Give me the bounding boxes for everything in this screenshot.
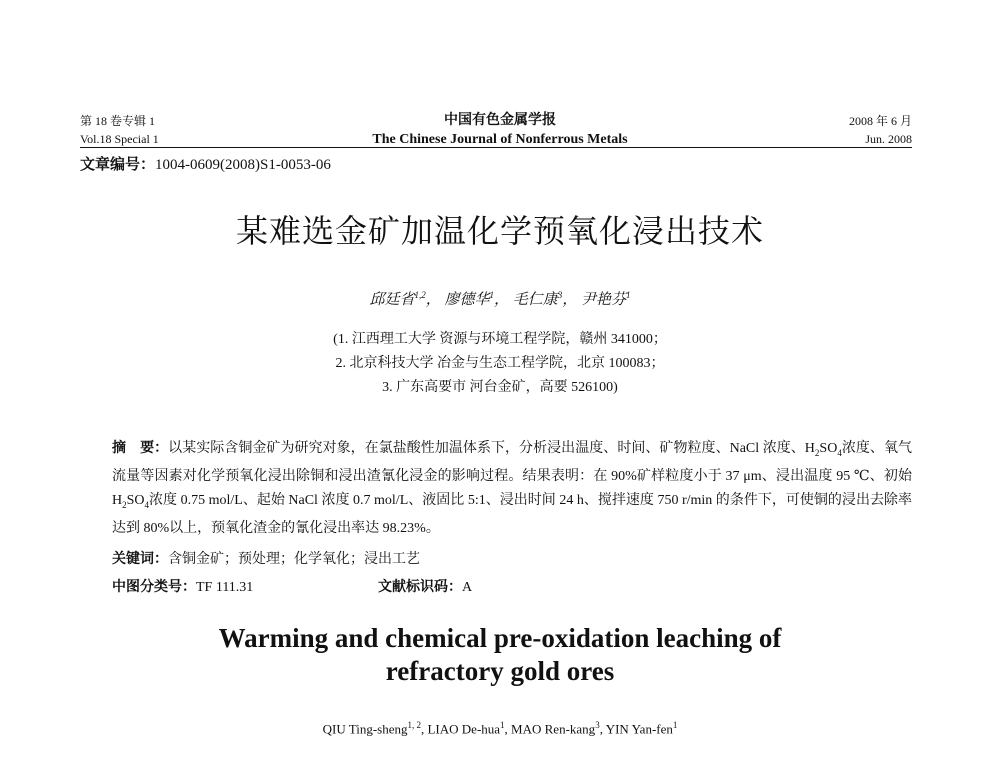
volume-cn: 第 18 卷专辑 1 bbox=[80, 114, 156, 128]
title-cn: 某难选金矿加温化学预氧化浸出技术 bbox=[235, 212, 764, 250]
keywords-label: 关键词： bbox=[112, 551, 168, 567]
subscript: 2 bbox=[122, 499, 127, 510]
classification-label: 中图分类号： bbox=[112, 579, 196, 595]
date-en: Jun. 2008 bbox=[865, 132, 912, 146]
abstract-text: SO bbox=[126, 492, 145, 508]
author-aff: 1,2 bbox=[414, 290, 426, 300]
author-aff: 3 bbox=[595, 720, 600, 730]
author-en: MAO Ren-kang bbox=[511, 721, 596, 737]
author-en: QIU Ting-sheng bbox=[322, 721, 408, 737]
author-aff: 1 bbox=[500, 720, 505, 730]
title-en-line1: Warming and chemical pre-oxidation leaching of bbox=[218, 623, 782, 653]
authors-en bbox=[0, 720, 1000, 737]
document-code-value: A bbox=[462, 580, 473, 595]
classification bbox=[112, 576, 253, 596]
author-cn: 廖德华 bbox=[444, 292, 490, 308]
affiliations bbox=[0, 328, 1000, 400]
subscript: 4 bbox=[144, 499, 150, 510]
author-cn: 尹艳芬 bbox=[581, 292, 627, 308]
document-code bbox=[378, 576, 472, 596]
author-en: LIAO De-hua bbox=[427, 721, 501, 737]
author-aff: 1 bbox=[489, 290, 494, 300]
journal-name-en: The Chinese Journal of Nonferrous Metals bbox=[372, 132, 628, 147]
abstract-text: 浓度、氧气流量等因素对化学预氧化浸出除铜和浸出渣氰化浸金的影响过程。结果表明：在 90%矿样粒度小于 37 μm、浸出温度 95 ℃、初始 H bbox=[112, 441, 913, 508]
title-en bbox=[0, 622, 1000, 688]
journal-date bbox=[849, 112, 912, 148]
keywords-value: 含铜金矿；预处理；化学氧化；浸出工艺 bbox=[168, 552, 420, 567]
affiliation-1: (1. 江西理工大学 资源与环境工程学院，赣州 341000； bbox=[333, 332, 667, 347]
author-aff: 1 bbox=[672, 720, 678, 730]
affiliation-2: 2. 北京科技大学 冶金与生态工程学院，北京 100083； bbox=[335, 356, 665, 371]
author-cn: 邱廷省 bbox=[369, 292, 415, 308]
affiliation-3: 3. 广东高要市 河台金矿，高要 526100) bbox=[382, 380, 618, 395]
subscript: 2 bbox=[814, 447, 820, 458]
abstract-text: 以某实际含铜金矿为研究对象，在氯盐酸性加温体系下，分析浸出温度、时间、矿物粒度、NaCl 浓度、H bbox=[168, 441, 815, 456]
article-number bbox=[80, 153, 331, 174]
abstract bbox=[112, 436, 912, 541]
title-en-line2: refractory gold ores bbox=[385, 656, 615, 686]
author-en: YIN Yan-fen bbox=[605, 721, 673, 737]
keywords bbox=[112, 548, 420, 568]
authors-cn: 邱廷省$^{1,2}$， 廖德华$^1$， 毛仁康$^3$， 尹艳芬$^1$ bbox=[369, 290, 631, 308]
date-cn: 2008 年 6 月 bbox=[848, 114, 912, 128]
journal-volume bbox=[80, 112, 159, 148]
abstract-label: 摘 要： bbox=[112, 440, 169, 456]
author-cn: 毛仁康 bbox=[512, 292, 558, 308]
subscript: 4 bbox=[837, 447, 842, 458]
classification-value: TF 111.31 bbox=[196, 580, 254, 595]
abstract-text: SO bbox=[819, 441, 838, 456]
author-aff: 1 bbox=[626, 290, 631, 300]
document-code-label: 文献标识码： bbox=[378, 579, 462, 595]
header-rule bbox=[80, 147, 912, 148]
author-sep: , bbox=[504, 721, 512, 737]
article-number-label: 文章编号： bbox=[80, 155, 156, 173]
abstract-text: 浓度 0.75 mol/L、起始 NaCl 浓度 0.7 mol/L、液固比 5:1、浸出时间 24 h、搅拌速度 750 r/min 的条件下，可使铜的浸出去除率达到 80%以上，预氧化渣金的氰化浸出率达 98.23%。 bbox=[112, 492, 912, 536]
author-sep: , bbox=[420, 721, 428, 737]
volume-en: Vol.18 Special 1 bbox=[80, 132, 159, 146]
author-sep: , bbox=[599, 721, 606, 737]
article-number-value: 1004-0609(2008)S1-0053-06 bbox=[155, 157, 331, 173]
journal-name bbox=[300, 110, 700, 150]
author-aff: 3 bbox=[557, 290, 563, 300]
author-aff: 1, 2 bbox=[407, 720, 421, 730]
journal-name-cn: 中国有色金属学报 bbox=[444, 112, 556, 128]
